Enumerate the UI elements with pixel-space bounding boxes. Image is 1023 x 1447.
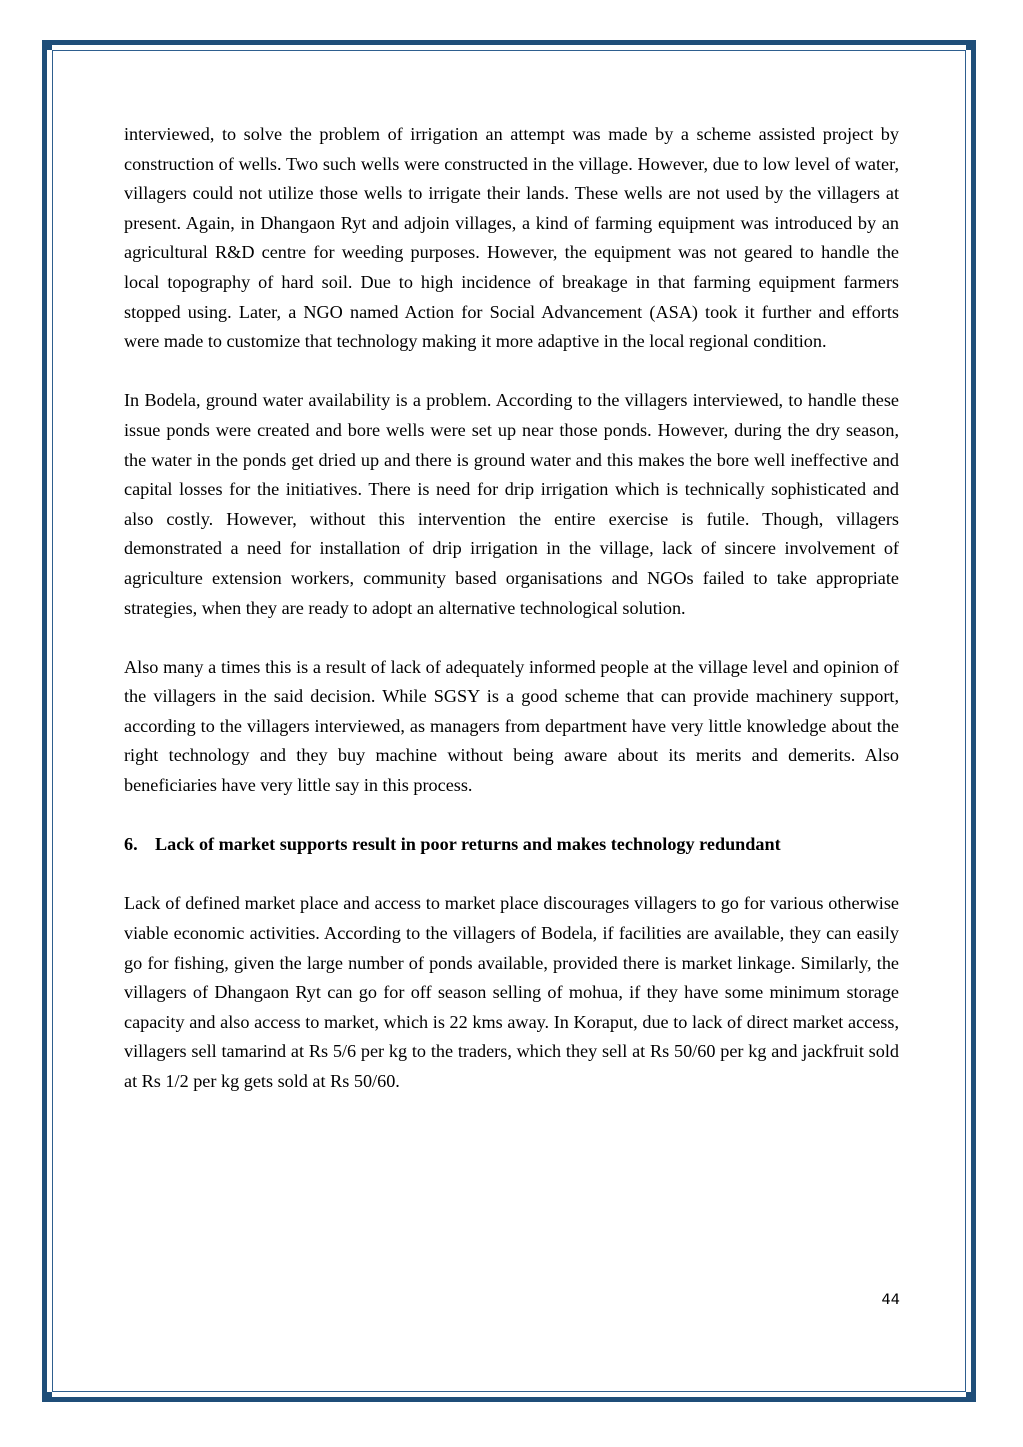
page-number: 44 <box>881 1292 900 1308</box>
border-corner-bottom-left <box>42 1392 52 1402</box>
section-heading <box>124 830 899 860</box>
section-title: Lack of market supports result in poor returns and makes technology redundant <box>155 834 781 855</box>
paragraph-market-support: Lack of defined market place and access to market place discourages villagers to go for various otherwise viable economic activities. According to the villagers of Bodela, if facilities are available, they can easily go for fishing, given the large number of ponds available, provided there is market linkage. Similarly, the villagers of Dhangaon Ryt can go for off season selling of mohua, if they have some minimum storage capacity and also access to market, which is 22 kms away. In Koraput, due to lack of direct market access, villagers sell tamarind at Rs 5/6 per kg to the traders, which they sell at Rs 50/60 per kg and jackfruit sold at Rs 1/2 per kg gets sold at Rs 50/60. <box>124 893 899 1091</box>
border-corner-bottom-right <box>966 1392 976 1402</box>
paragraph-informed-people: Also many a times this is a result of lack of adequately informed people at the village level and opinion of the villagers in the said decision. While SGSY is a good scheme that can provide machinery support, according to the villagers interviewed, as managers from department have very little knowledge about the right technology and they buy machine without being aware about its merits and demerits. Also beneficiaries have very little say in this process. <box>124 656 899 796</box>
border-corner-top-left <box>42 40 52 50</box>
border-corner-top-right <box>966 40 976 50</box>
paragraph-irrigation-wells: interviewed, to solve the problem of irrigation an attempt was made by a scheme assisted project by construction of wells. Two such wells were constructed in the village. However, due to low level of water, villagers could not utilize those wells to irrigate their lands. These wells are not used by the villagers at present. Again, in Dhangaon Ryt and adjoin villages, a kind of farming equipment was introduced by an agricultural R&D centre for weeding purposes. However, the equipment was not geared to handle the local topography of hard soil. Due to high incidence of breakage in that farming equipment farmers stopped using. Later, a NGO named Action for Social Advancement (ASA) took it further and efforts were made to customize that technology making it more adaptive in the local regional condition. <box>124 124 899 352</box>
paragraph-bodela-ground-water: In Bodela, ground water availability is a problem. According to the villagers interviewed, to handle these issue ponds were created and bore wells were set up near those ponds. However, during the dry season, the water in the ponds get dried up and there is ground water and this makes the bore well ineffective and capital losses for the initiatives. There is need for drip irrigation which is technically sophisticated and also costly. However, without this intervention the entire exercise is futile. Though, villagers demonstrated a need for installation of drip irrigation in the village, lack of sincere involvement of agriculture extension workers, community based organisations and NGOs failed to take appropriate strategies, when they are ready to adopt an alternative technological solution. <box>124 390 899 618</box>
page-content <box>124 120 899 1126</box>
section-number: 6. <box>124 834 138 855</box>
